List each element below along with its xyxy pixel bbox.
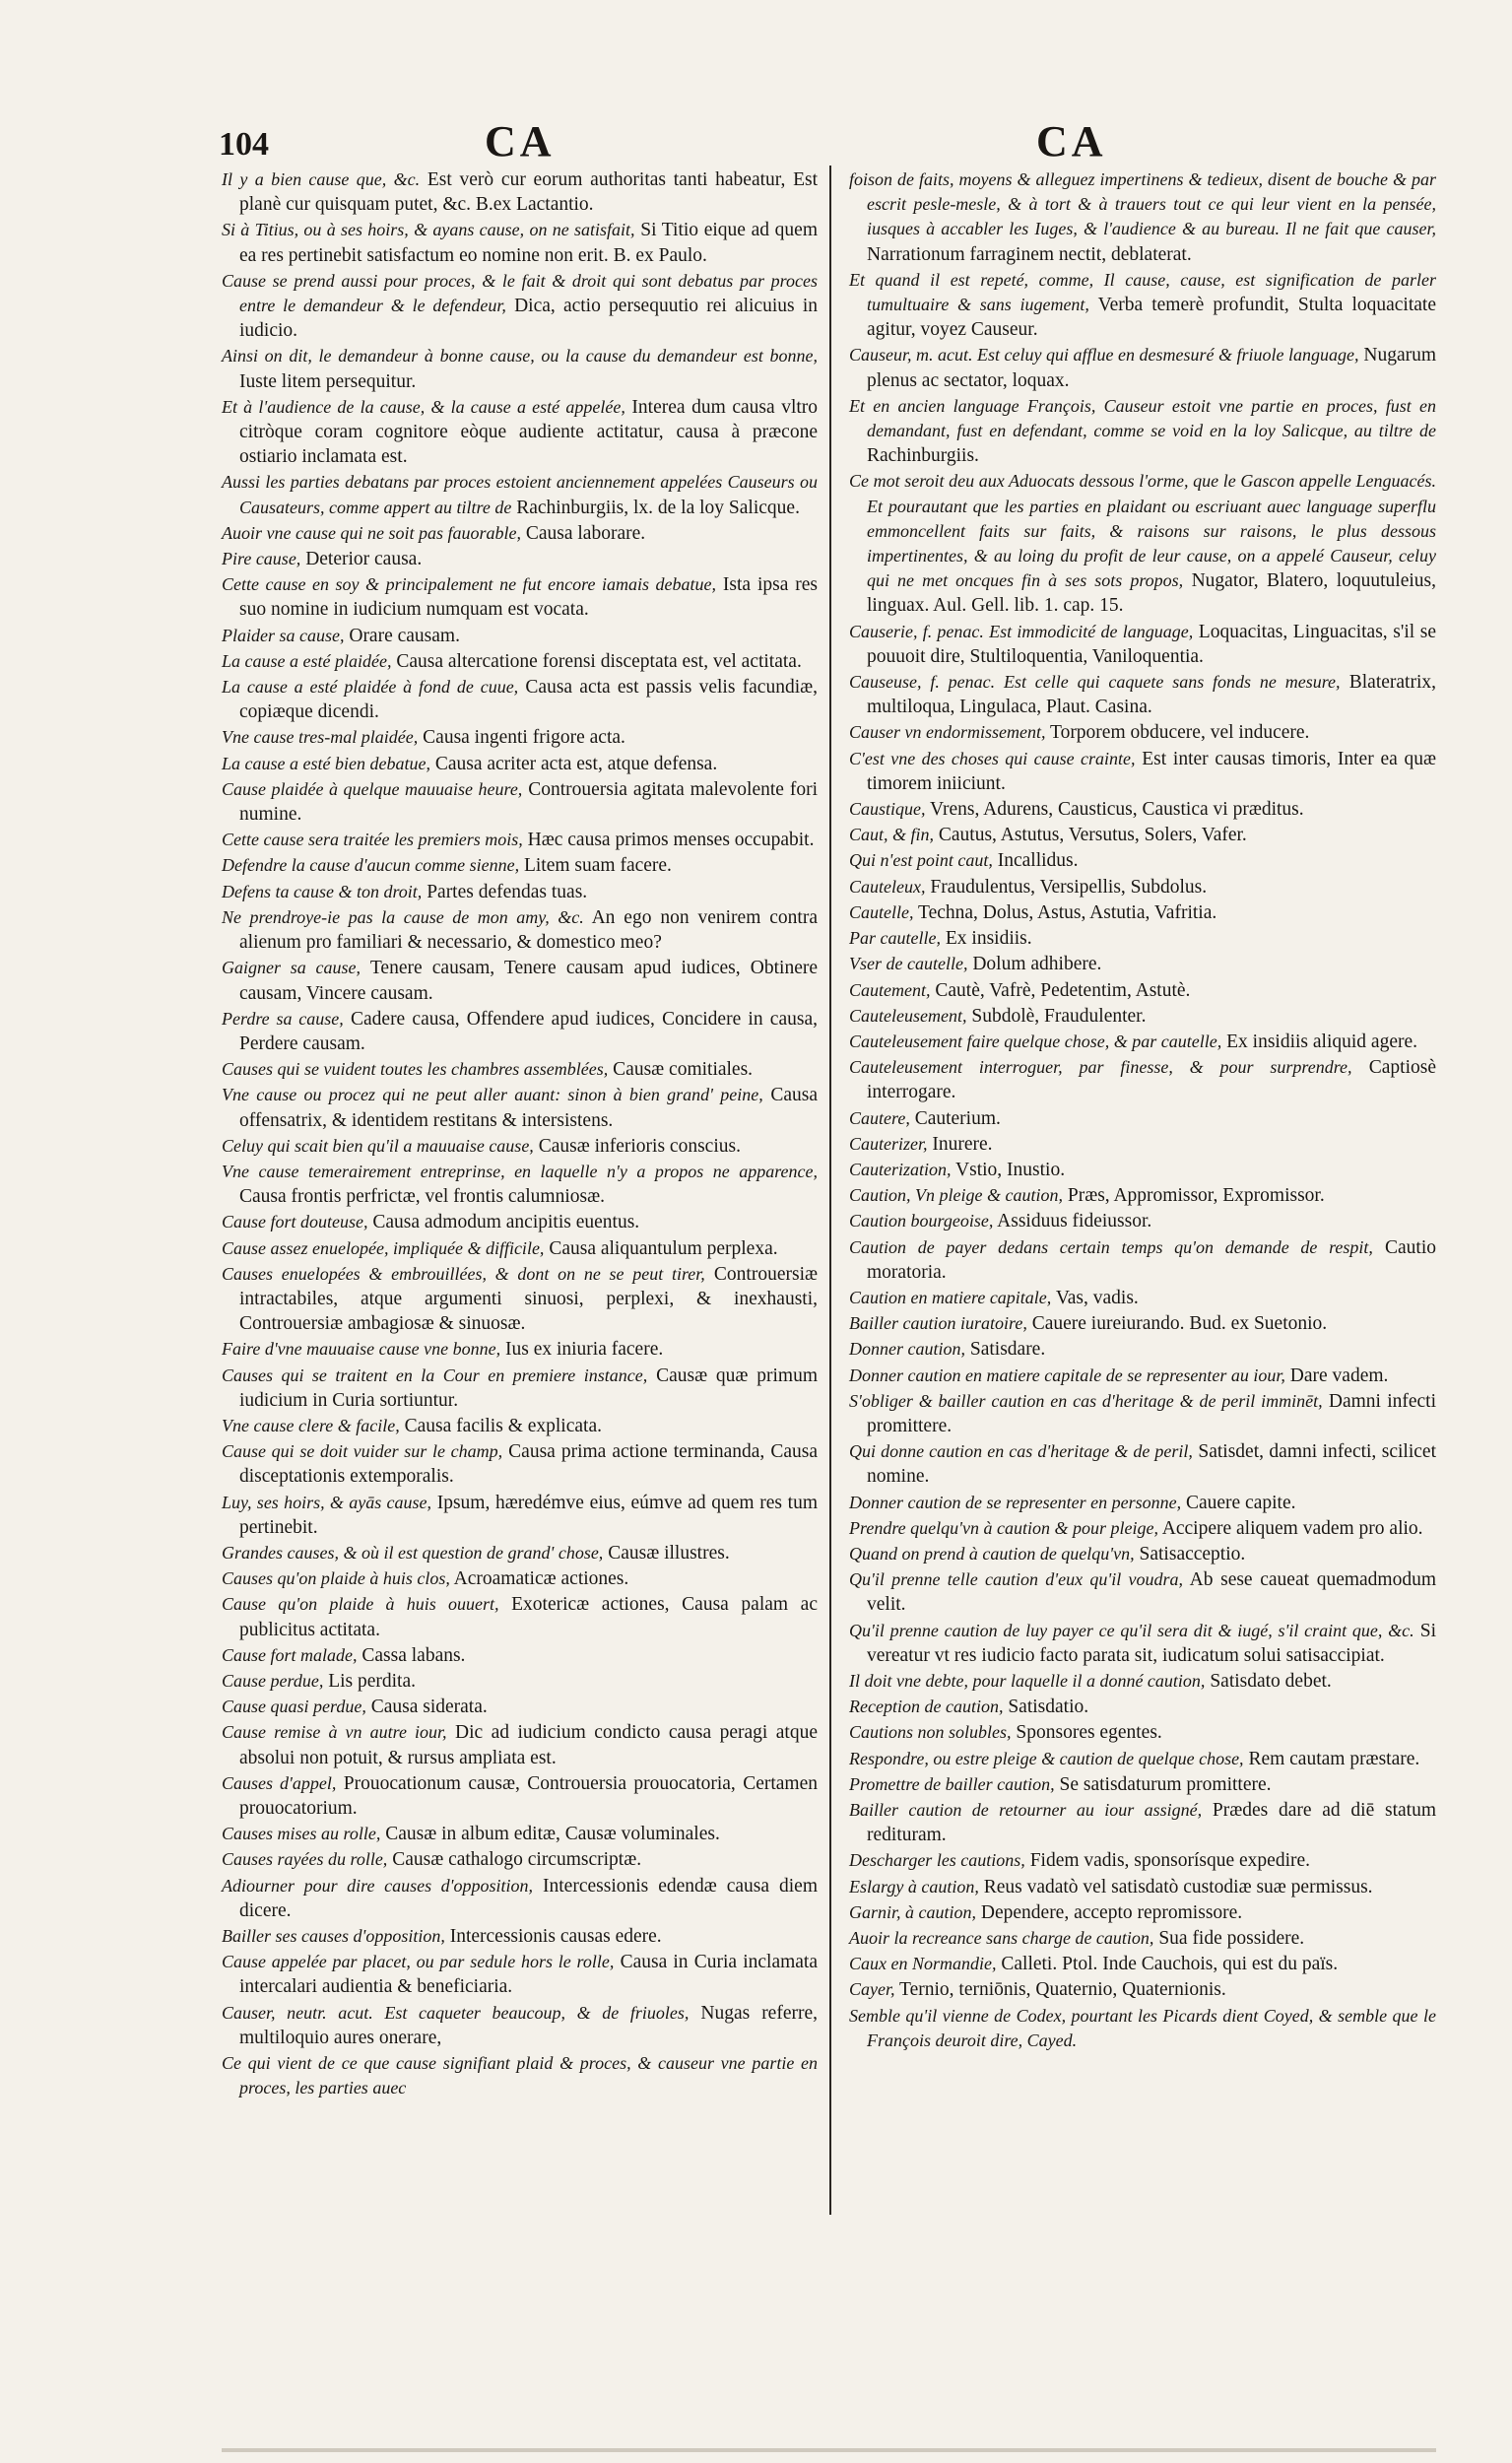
latin-translation: Causa siderata.	[370, 1697, 488, 1718]
latin-translation: Prædes dare ad diē statum redituram.	[867, 1800, 1436, 1846]
latin-translation: Litem suam facere.	[523, 855, 672, 877]
french-phrase: Pire cause,	[222, 549, 301, 569]
french-phrase: Cauterization,	[849, 1159, 952, 1179]
french-phrase: Causes qui se vuident toutes les chambres assemblées,	[222, 1059, 609, 1080]
dictionary-entry	[849, 268, 1436, 343]
french-phrase: Cayer,	[849, 1979, 895, 2000]
latin-translation: Præs, Appromissor, Expromissor.	[1067, 1185, 1325, 1207]
french-phrase: Cause quasi perdue,	[222, 1697, 366, 1717]
latin-translation: Causæ cathalogo circumscriptæ.	[392, 1849, 642, 1871]
latin-translation: Causa offensatrix, & identidem restitans & intersistens.	[239, 1085, 819, 1131]
dictionary-entry	[222, 1950, 818, 1999]
french-phrase: Bailler ses causes d'opposition,	[222, 1926, 445, 1947]
french-phrase: Causes qu'on plaide à huis clos,	[222, 1568, 450, 1589]
latin-translation: Vrens, Adurens, Causticus, Caustica vi præditus.	[930, 799, 1304, 821]
latin-translation: Tenere causam, Tenere causam apud iudices, Obtinere causam, Vincere causam.	[239, 958, 819, 1004]
latin-translation: Satisdato debet.	[1210, 1670, 1332, 1692]
french-phrase: Cause appelée par placet, ou par sedule hors le rolle,	[222, 1952, 615, 1972]
dictionary-entry	[849, 1389, 1436, 1438]
latin-translation: Sponsores egentes.	[1016, 1722, 1162, 1744]
latin-translation: Fraudulentus, Versipellis, Subdolus.	[930, 876, 1208, 898]
latin-translation: Lis perdita.	[328, 1670, 417, 1692]
french-phrase: Cette cause en soy & principalement ne fut encore iamais debatue,	[222, 574, 716, 595]
dictionary-entry	[849, 952, 1436, 976]
french-phrase: Cautement,	[849, 979, 931, 1000]
latin-translation: Cadere causa, Offendere apud iudices, Concidere in causa, Perdere causam.	[239, 1008, 818, 1054]
latin-translation: Cautio moratoria.	[867, 1236, 1436, 1283]
dictionary-entry	[222, 1720, 818, 1769]
french-phrase: Celuy qui scait bien qu'il a mauuaise cause,	[222, 1135, 534, 1156]
dictionary-entry	[222, 547, 818, 571]
dictionary-entry	[849, 1030, 1436, 1054]
french-phrase: Vne cause ou procez qui ne peut aller auant: sinon à bien grand' peine,	[222, 1085, 763, 1105]
latin-translation: Assiduus fideiussor.	[997, 1211, 1152, 1232]
dictionary-entry	[849, 1952, 1436, 1976]
french-phrase: Et en ancien language François, Causeur estoit vne partie en proces, fust en demandant, fust en defendant, comme se void en la loy Salicque, au tiltre de	[849, 395, 1436, 441]
dictionary-entry	[222, 2051, 818, 2100]
dictionary-entry	[222, 1160, 818, 1209]
french-phrase: Cause qui se doit vuider sur le champ,	[222, 1441, 503, 1462]
french-phrase: La cause a esté plaidée à fond de cuue,	[222, 677, 519, 698]
french-phrase: Cause qu'on plaide à huis ouuert,	[222, 1594, 499, 1615]
french-phrase: La cause a esté plaidée,	[222, 650, 392, 671]
dictionary-entry	[849, 1669, 1436, 1694]
dictionary-entry	[849, 1439, 1436, 1489]
dictionary-entry	[222, 521, 818, 546]
french-phrase: Qui n'est point caut,	[849, 850, 993, 871]
latin-translation: Cauere capite.	[1185, 1492, 1296, 1513]
latin-translation: Rachinburgiis.	[867, 445, 979, 467]
dictionary-entry	[222, 470, 818, 519]
french-phrase: Respondre, ou estre pleige & caution de quelque chose,	[849, 1748, 1244, 1768]
dictionary-entry	[222, 1414, 818, 1438]
latin-translation: Partes defendas tuas.	[427, 881, 588, 902]
dictionary-entry	[222, 1057, 818, 1082]
french-phrase: Reception de caution,	[849, 1697, 1004, 1717]
dictionary-entry	[849, 1183, 1436, 1208]
latin-translation: Vstio, Inustio.	[955, 1159, 1066, 1180]
french-phrase: Caut, & fin,	[849, 825, 935, 845]
french-phrase: Causer vn endormissement,	[849, 722, 1046, 743]
dictionary-entry	[849, 926, 1436, 951]
latin-translation: Intercessionis edendæ causa diem dicere.	[239, 1875, 818, 1921]
french-phrase: Cause perdue,	[222, 1670, 324, 1691]
dictionary-entry	[222, 1007, 818, 1056]
french-phrase: Cauteleux,	[849, 876, 926, 897]
latin-translation: Causæ inferioris conscius.	[538, 1135, 741, 1157]
french-phrase: C'est vne des choses qui cause crainte,	[849, 748, 1136, 768]
french-phrase: Grandes causes, & où il est question de grand' chose,	[222, 1542, 604, 1563]
dictionary-entry	[849, 1798, 1436, 1847]
dictionary-entry	[222, 1822, 818, 1846]
latin-translation: Hæc causa primos menses occupabit.	[527, 830, 815, 851]
dictionary-entry	[222, 1491, 818, 1540]
latin-translation: Nugarum plenus ac sectator, loquax.	[867, 345, 1437, 391]
dictionary-entry	[849, 1720, 1436, 1745]
latin-translation: Ab sese caueat quemadmodum velit.	[867, 1569, 1437, 1616]
dictionary-entry	[849, 720, 1436, 745]
dictionary-entry	[222, 1566, 818, 1591]
dictionary-entry	[222, 752, 818, 776]
french-phrase: Cause fort douteuse,	[222, 1212, 368, 1232]
french-phrase: La cause a esté bien debatue,	[222, 753, 430, 773]
dictionary-entry	[222, 1874, 818, 1923]
french-phrase: Causes d'appel,	[222, 1772, 337, 1793]
latin-translation: Est verò cur eorum authoritas tanti habeatur, Est planè cur quisquam putet, &c. B.ex Lactantio.	[239, 169, 819, 216]
dictionary-entry	[849, 1004, 1436, 1029]
dictionary-entry	[222, 1847, 818, 1872]
latin-translation: Causa altercatione forensi disceptata est, vel actitata.	[396, 650, 802, 672]
french-phrase: Auoir vne cause qui ne soit pas fauorable,	[222, 522, 521, 543]
latin-translation: Techna, Dolus, Astus, Astutia, Vafritia.	[918, 901, 1217, 923]
french-phrase: Cauteleusement interroguer, par finesse, & pour surprendre,	[849, 1057, 1352, 1078]
dictionary-entry	[222, 1592, 818, 1641]
latin-translation: Cauere iureiurando. Bud. ex Suetonio.	[1031, 1313, 1328, 1335]
latin-translation: Iuste litem persequitur.	[239, 370, 417, 392]
latin-translation: Ex insidiis aliquid agere.	[1226, 1031, 1418, 1052]
french-phrase: Cauterizer,	[849, 1133, 928, 1154]
dictionary-entry	[222, 624, 818, 648]
french-phrase: Quand on prend à caution de quelqu'vn,	[849, 1543, 1135, 1564]
french-phrase: Causes qui se traitent en la Cour en premiere instance,	[222, 1365, 648, 1385]
latin-translation: Causa frontis perfrictæ, vel frontis calumniosæ.	[239, 1186, 605, 1208]
french-phrase: Cauteleusement,	[849, 1005, 967, 1026]
left-running-head: CA	[485, 117, 556, 166]
dictionary-entry	[222, 344, 818, 393]
dictionary-entry	[222, 1695, 818, 1719]
latin-translation: Acroamaticæ actiones.	[453, 1568, 629, 1590]
dictionary-entry	[849, 1491, 1436, 1515]
latin-translation: Interea dum causa vltro citròque coram cognitore eòque audiente actitatur, causa à præcone ostiario inclamata est.	[239, 396, 819, 468]
latin-translation: Satisdare.	[969, 1339, 1046, 1361]
latin-translation: Orare causam.	[349, 625, 460, 646]
latin-translation: Cauterium.	[914, 1107, 1001, 1129]
dictionary-entry	[222, 1236, 818, 1261]
french-phrase: Caution en matiere capitale,	[849, 1287, 1052, 1307]
dictionary-entry	[222, 725, 818, 750]
dictionary-entry	[849, 747, 1436, 796]
dictionary-entry	[849, 1158, 1436, 1182]
latin-translation: Reus vadatò vel satisdatò custodiæ suæ permissus.	[983, 1876, 1373, 1897]
latin-translation: Causa facilis & explicata.	[404, 1415, 602, 1436]
latin-translation: Ipsum, hæredémve eius, eúmve ad quem res tum pertinebit.	[239, 1492, 819, 1538]
french-phrase: Cause fort malade,	[222, 1644, 358, 1665]
dictionary-entry	[222, 1541, 818, 1565]
latin-translation: Intercessionis causas edere.	[449, 1926, 662, 1948]
right-column	[849, 167, 1436, 2054]
dictionary-entry	[222, 269, 818, 344]
latin-translation: Vas, vadis.	[1055, 1287, 1139, 1308]
dictionary-entry	[222, 1771, 818, 1821]
latin-translation: Causæ in album editæ, Causæ voluminales.	[385, 1824, 720, 1845]
french-phrase: Vser de cautelle,	[849, 954, 968, 974]
latin-translation: Ista ipsa res suo nomine in iudicium numquam est vocata.	[239, 574, 818, 621]
dictionary-entry	[222, 777, 818, 827]
dictionary-entry	[222, 675, 818, 724]
dictionary-entry	[849, 1542, 1436, 1566]
bottom-edge	[222, 2448, 1436, 2452]
dictionary-entry	[849, 1337, 1436, 1362]
latin-translation: Fidem vadis, sponsorísque expedire.	[1029, 1850, 1311, 1872]
dictionary-entry	[849, 797, 1436, 822]
dictionary-entry	[849, 1848, 1436, 1873]
french-phrase: Caution, Vn pleige & caution,	[849, 1185, 1063, 1206]
dictionary-entry	[222, 218, 818, 267]
latin-translation: Controuersia agitata malevolente fori numine.	[239, 778, 818, 826]
latin-translation: Si Titio eique ad quem ea res pertinebit satisfactum eo nomine non erit. B. ex Paulo.	[239, 220, 818, 266]
latin-translation: Causa aliquantulum perplexa.	[549, 1237, 778, 1259]
dictionary-entry	[849, 1286, 1436, 1310]
french-phrase: Il doit vne debte, pour laquelle il a donné caution,	[849, 1670, 1206, 1691]
dictionary-entry	[222, 1364, 818, 1413]
french-phrase: Causer, neutr. acut. Est caqueter beaucoup, & de friuoles,	[222, 2002, 690, 2023]
french-phrase: Semble qu'il vienne de Codex, pourtant les Picards dient Coyed, & semble que le François deuroit dire, Cayed.	[849, 2005, 1436, 2050]
french-phrase: Defendre la cause d'aucun comme sienne,	[222, 855, 520, 876]
french-phrase: Cautelle,	[849, 901, 914, 922]
dictionary-entry	[849, 167, 1436, 267]
dictionary-entry	[849, 1747, 1436, 1771]
latin-translation: Dependere, accepto repromissore.	[980, 1901, 1243, 1923]
latin-translation: An ego non venirem contra alienum pro familiari & necessario, & domestico meo?	[239, 906, 818, 954]
latin-translation: Inurere.	[932, 1133, 993, 1155]
latin-translation: Causa admodum ancipitis euentus.	[372, 1212, 640, 1233]
right-running-head: CA	[1036, 117, 1107, 166]
latin-translation: Causa laborare.	[525, 522, 646, 544]
dictionary-entry	[849, 848, 1436, 873]
dictionary-entry	[222, 1337, 818, 1362]
french-phrase: Causeur, m. acut. Est celuy qui afflue en desmesuré & friuole language,	[849, 345, 1359, 366]
french-phrase: Donner caution en matiere capitale de se representer au iour,	[849, 1365, 1285, 1385]
dictionary-entry	[849, 1567, 1436, 1617]
latin-translation: Damni infecti promittere.	[867, 1390, 1436, 1436]
french-phrase: Plaider sa cause,	[222, 625, 345, 645]
french-phrase: Causes mises au rolle,	[222, 1824, 381, 1844]
french-phrase: Caution de payer dedans certain temps qu'on demande de respit,	[849, 1236, 1373, 1257]
latin-translation: Causæ comitiales.	[613, 1059, 754, 1081]
dictionary-entry	[849, 394, 1436, 469]
dictionary-entry	[849, 1516, 1436, 1541]
dictionary-entry	[222, 1210, 818, 1234]
latin-translation: Est inter causas timoris, Inter ea quæ timorem iniiciunt.	[867, 748, 1437, 794]
french-phrase: Auoir la recreance sans charge de caution,	[849, 1928, 1154, 1949]
latin-translation: Rem cautam præstare.	[1248, 1748, 1420, 1769]
dictionary-entry	[222, 1669, 818, 1694]
french-phrase: Cautions non solubles,	[849, 1722, 1012, 1743]
french-phrase: Caution bourgeoise,	[849, 1211, 994, 1232]
french-phrase: Cautere,	[849, 1107, 910, 1128]
french-phrase: Gaigner sa cause,	[222, 958, 362, 978]
latin-translation: Satisdatio.	[1008, 1697, 1089, 1718]
french-phrase: Qui donne caution en cas d'heritage & de peril,	[849, 1441, 1193, 1462]
french-phrase: Causes rayées du rolle,	[222, 1849, 388, 1870]
dictionary-entry	[849, 900, 1436, 925]
latin-translation: Satisdet, damni infecti, scilicet nomine.	[867, 1441, 1436, 1488]
dictionary-entry	[849, 1106, 1436, 1131]
dictionary-entry	[849, 1055, 1436, 1104]
french-phrase: Promettre de bailler caution,	[849, 1773, 1055, 1794]
dictionary-entry	[222, 572, 818, 622]
latin-translation: Si vereatur vt res iudicio facto parata sit, iudicatum solui satisaccipiat.	[867, 1620, 1437, 1666]
french-phrase: Garnir, à caution,	[849, 1901, 977, 1922]
dictionary-entry	[222, 1134, 818, 1159]
dictionary-entry	[222, 905, 818, 955]
french-phrase: Cauteleusement faire quelque chose, & par cautelle,	[849, 1031, 1222, 1051]
latin-translation: Ternio, terniōnis, Quaternio, Quaternionis.	[899, 1979, 1226, 2001]
french-phrase: Par cautelle,	[849, 928, 941, 949]
latin-translation: Causa in Curia inclamata intercalari audientia & beneficiaria.	[239, 1952, 818, 1998]
dictionary-entry	[222, 2001, 818, 2050]
dictionary-entry	[222, 880, 818, 904]
latin-translation: Accipere aliquem vadem pro alio.	[1161, 1517, 1423, 1539]
latin-translation: Causa ingenti frigore acta.	[423, 727, 625, 749]
dictionary-entry	[849, 1977, 1436, 2002]
dictionary-entry	[222, 956, 818, 1005]
french-phrase: Defens ta cause & ton droit,	[222, 881, 423, 901]
left-column	[222, 167, 818, 2101]
french-phrase: Ne prendroye-ie pas la cause de mon amy, &c.	[222, 906, 584, 927]
latin-translation: Nugator, Blatero, loquutuleius, linguax. Aul. Gell. lib. 1. cap. 15.	[867, 570, 1436, 617]
latin-translation: Satisacceptio.	[1139, 1543, 1246, 1564]
french-phrase: Donner caution,	[849, 1339, 965, 1360]
dictionary-entry	[849, 1235, 1436, 1285]
latin-translation: Loquacitas, Linguacitas, s'il se pouuoit dire, Stultiloquentia, Vaniloquentia.	[867, 621, 1437, 667]
french-phrase: Cause assez enuelopée, impliquée & difficile,	[222, 1237, 545, 1258]
french-phrase: Ce mot seroit deu aux Aduocats dessous l'orme, que le Gascon appelle Lenguacés. Et pourautant que les parties en plaidant ou escriuant auec language superflu emmoncellent faits sur faits, & raisons sur raisons, le plus dessous impertinentes, & au loing du profit de leur cause, on a appelé Causeur, celuy qui ne met oncques fin à ses sots propos,	[849, 471, 1436, 591]
latin-translation: Deterior causa.	[305, 549, 423, 570]
dictionary-entry	[849, 1364, 1436, 1388]
latin-translation: Dic ad iudicium condicto causa peragi atque absolui non potuit, & rursus ampliata est.	[239, 1722, 818, 1768]
french-phrase: Il y a bien cause que, &c.	[222, 169, 421, 189]
latin-translation: Se satisdaturum promittere.	[1059, 1773, 1272, 1795]
latin-translation: Narrationum farraginem nectit, deblaterat.	[867, 243, 1192, 265]
dictionary-entry	[849, 1772, 1436, 1797]
french-phrase: Causerie, f. penac. Est immodicité de language,	[849, 621, 1194, 641]
latin-translation: Causa acriter acta est, atque defensa.	[434, 753, 718, 774]
latin-translation: Causæ illustres.	[608, 1542, 730, 1564]
latin-translation: Ex insidiis.	[945, 928, 1032, 950]
french-phrase: Bailler caution de retourner au iour assigné,	[849, 1800, 1203, 1820]
french-phrase: Donner caution de se representer en personne,	[849, 1492, 1182, 1512]
latin-translation: Causa acta est passis velis facundiæ, copiæque dicendi.	[239, 677, 818, 723]
french-phrase: Et à l'audience de la cause, & la cause a esté appelée,	[222, 396, 625, 417]
dictionary-entry	[222, 1643, 818, 1668]
latin-translation: Verba temerè profundit, Stulta loquacitate agitur, voyez Causeur.	[867, 295, 1436, 341]
latin-translation: Captiosè interrogare.	[867, 1057, 1436, 1103]
french-phrase: Qu'il prenne caution de luy payer ce qu'il sera dit & iugé, s'il craint que, &c.	[849, 1620, 1414, 1640]
dictionary-entry	[222, 828, 818, 852]
french-phrase: Bailler caution iuratoire,	[849, 1313, 1027, 1334]
dictionary-entry	[849, 343, 1436, 392]
latin-translation: Rachinburgiis, lx. de la loy Salicque.	[516, 497, 800, 518]
french-phrase: Causes enuelopées & embrouillées, & dont on ne se peut tirer,	[222, 1263, 705, 1284]
dictionary-entry	[849, 620, 1436, 669]
dictionary-entry	[849, 823, 1436, 847]
latin-translation: Dare vadem.	[1289, 1365, 1389, 1386]
latin-translation: Dica, actio persequutio rei alicuius in iudicio.	[239, 296, 819, 342]
french-phrase: Et quand il est repeté, comme, Il cause, cause, est signification de parler tumultuaire & sans iugement,	[849, 269, 1436, 315]
french-phrase: Adiourner pour dire causes d'opposition,	[222, 1875, 534, 1896]
latin-translation: Torporem obducere, vel inducere.	[1050, 722, 1310, 744]
latin-translation: Incallidus.	[997, 850, 1079, 872]
french-phrase: Eslargy à caution,	[849, 1876, 979, 1897]
dictionary-entry	[222, 1439, 818, 1489]
french-phrase: Luy, ses hoirs, & ayās cause,	[222, 1492, 432, 1512]
french-phrase: Descharger les cautions,	[849, 1850, 1025, 1871]
latin-translation: Subdolè, Fraudulenter.	[971, 1005, 1147, 1027]
french-phrase: Cause remise à vn autre iour,	[222, 1722, 447, 1743]
dictionary-entry	[222, 395, 818, 470]
french-phrase: Ce qui vient de ce que cause signifiant plaid & proces, & causeur vne partie en proces, les parties auec	[222, 2053, 818, 2098]
dictionary-entry	[849, 978, 1436, 1003]
latin-translation: Ius ex iniuria facere.	[504, 1339, 664, 1361]
latin-translation: Causæ quæ primum iudicium in Curia sortiuntur.	[239, 1365, 819, 1411]
french-phrase: Cause se prend aussi pour proces, & le fait & droit qui sont debatus par proces entre le demandeur & le defendeur,	[222, 270, 818, 316]
dictionary-entry	[849, 1132, 1436, 1157]
french-phrase: Causeuse, f. penac. Est celle qui caquete sans fonds ne mesure,	[849, 672, 1341, 693]
french-phrase: Prendre quelqu'vn à caution & pour pleige,	[849, 1517, 1158, 1538]
french-phrase: Si à Titius, ou à ses hoirs, & ayans cause, on ne satisfait,	[222, 220, 635, 240]
latin-translation: Exotericæ actiones, Causa palam ac publicitus actitata.	[239, 1594, 818, 1640]
dictionary-entry	[849, 469, 1436, 618]
dictionary-entry	[222, 853, 818, 878]
dictionary-entry	[222, 649, 818, 674]
dictionary-entry	[849, 1695, 1436, 1719]
dictionary-entry	[222, 1083, 818, 1132]
page-number: 104	[219, 126, 269, 163]
dictionary-entry	[849, 1209, 1436, 1233]
french-phrase: Cette cause sera traitée les premiers mois,	[222, 830, 523, 850]
latin-translation: Cautè, Vafrè, Pedetentim, Astutè.	[935, 979, 1191, 1001]
french-phrase: Faire d'vne mauuaise cause vne bonne,	[222, 1339, 501, 1360]
french-phrase: Cause plaidée à quelque mauuaise heure,	[222, 778, 523, 799]
dictionary-entry	[849, 1311, 1436, 1336]
latin-translation: Cautus, Astutus, Versutus, Solers, Vafer.	[938, 825, 1247, 846]
dictionary-entry	[849, 670, 1436, 719]
french-phrase: Aussi les parties debatans par proces estoient anciennement appelées Causeurs ou Causateurs, comme appert au tiltre de	[222, 472, 818, 517]
column-divider	[829, 166, 831, 2215]
latin-translation: Causa prima actione terminanda, Causa disceptationis extemporalis.	[239, 1441, 818, 1488]
latin-translation: Sua fide possidere.	[1158, 1928, 1305, 1950]
latin-translation: Prouocationum causæ, Controuersia prouocatoria, Certamen prouocatorium.	[239, 1772, 818, 1819]
latin-translation: Nugas referre, multiloquio aures onerare,	[239, 2002, 819, 2048]
dictionary-entry	[849, 1875, 1436, 1899]
dictionary-entry	[849, 2004, 1436, 2053]
french-phrase: Ainsi on dit, le demandeur à bonne cause, ou la cause du demandeur est bonne,	[222, 346, 818, 366]
french-phrase: Caux en Normandie,	[849, 1954, 997, 1974]
french-phrase: Vne cause clere & facile,	[222, 1415, 400, 1435]
french-phrase: Perdre sa cause,	[222, 1008, 344, 1029]
latin-translation: Controuersiæ intractabiles, atque argumenti sinuosi, perplexi, & inexhausti, Controuersiæ ambagiosæ & sinuosæ.	[239, 1263, 819, 1335]
french-phrase: foison de faits, moyens & alleguez impertinens & tedieux, disent de bouche & par escrit pesle-mesle, & à tort & à trauers tout ce qui leur vient en la pensée, iusques à accabler les Iuges, & l'audience & au bureau. Il ne fait que causer,	[849, 169, 1436, 239]
latin-translation: Calleti. Ptol. Inde Cauchois, qui est du païs.	[1001, 1954, 1339, 1975]
french-phrase: Qu'il prenne telle caution d'eux qu'il voudra,	[849, 1569, 1184, 1590]
french-phrase: S'obliger & bailler caution en cas d'heritage & de peril imminēt,	[849, 1390, 1323, 1411]
dictionary-entry	[849, 875, 1436, 899]
latin-translation: Dolum adhibere.	[972, 954, 1102, 975]
latin-translation: Cassa labans.	[362, 1644, 466, 1666]
dictionary-entry	[222, 1262, 818, 1337]
french-phrase: Vne cause tres-mal plaidée,	[222, 727, 419, 748]
dictionary-entry	[222, 167, 818, 217]
dictionary-entry	[849, 1926, 1436, 1951]
dictionary-entry	[222, 1924, 818, 1949]
french-phrase: Vne cause temerairement entreprinse, en laquelle n'y a propos ne apparence,	[222, 1161, 818, 1181]
dictionary-entry	[849, 1619, 1436, 1668]
french-phrase: Caustique,	[849, 799, 926, 820]
latin-translation: Blateratrix, multiloqua, Lingulaca, Plaut. Casina.	[867, 672, 1436, 718]
dictionary-entry	[849, 1900, 1436, 1925]
